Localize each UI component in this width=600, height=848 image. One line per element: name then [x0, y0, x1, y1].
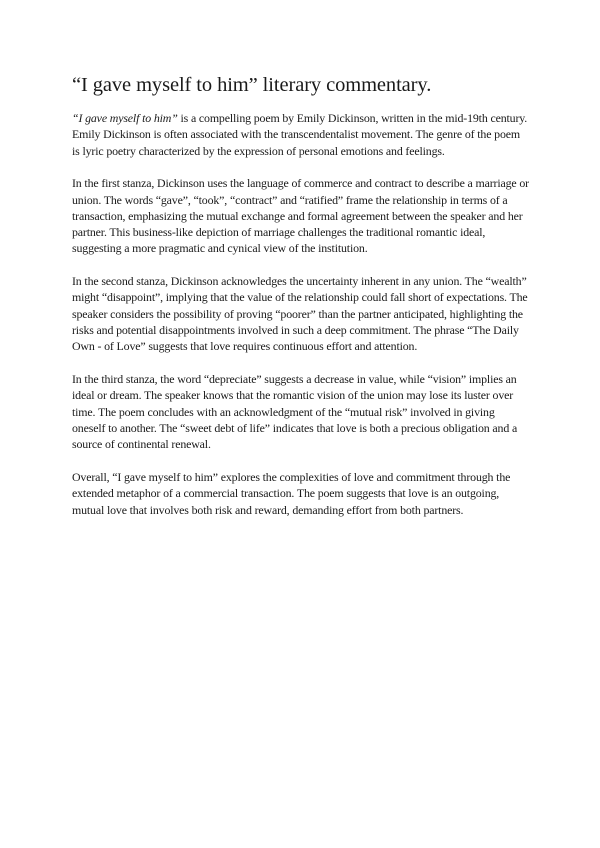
- intro-text: is a compelling poem by Emily Dickinson, written in the mid-19th century. Emily Dickinson is often associated with the transcendentalist movement. The genre of the poem is lyric poetry characterized by the expression of personal emotions and feelings.: [72, 111, 528, 158]
- paragraph-conclusion: Overall, “I gave myself to him” explores the complexities of love and commitment through the extended metaphor of a commercial transaction. The poem suggests that love is an outgoing, mutual love that involves both risk and reward, demanding effort from both partners.: [72, 469, 511, 517]
- paragraph-first-stanza: In the first stanza, Dickinson uses the language of commerce and contract to describe a marriage or union. The words “gave”, “took”, “contract” and “ratified” frame the relationship in terms of a transaction, emphasizing the mutual exchange and formal agreement between the speaker and her partner. This business-like depiction of marriage challenges the traditional romantic ideal, suggesting a more pragmatic and cynical view of the institution.: [72, 176, 529, 256]
- document-title: “I gave myself to him” literary commentary.: [72, 74, 432, 96]
- paragraph-third-stanza: In the third stanza, the word “depreciate” suggests a decrease in value, while “vision” implies an ideal or dream. The speaker knows that the romantic vision of the union may lose its luster over time. The poem concludes with an acknowledgment of the “mutual risk” involved in giving oneself to another. The “sweet debt of life” indicates that love is both a precious obligation and a source of continental renewal.: [72, 372, 518, 452]
- paragraph-intro: [72, 110, 530, 159]
- document-body: [72, 110, 530, 534]
- poem-title-italic: “I gave myself to him”: [72, 111, 178, 125]
- paragraph-second-stanza: In the second stanza, Dickinson acknowledges the uncertainty inherent in any union. The “wealth” might “disappoint”, implying that the value of the relationship could fall short of expectations. The speaker considers the possibility of proving “poorer” than the partner anticipated, highlighting the risks and potential disappointments involved in such a deep commitment. The phrase “The Daily Own - of Love” suggests that love requires continuous effort and attention.: [72, 274, 528, 354]
